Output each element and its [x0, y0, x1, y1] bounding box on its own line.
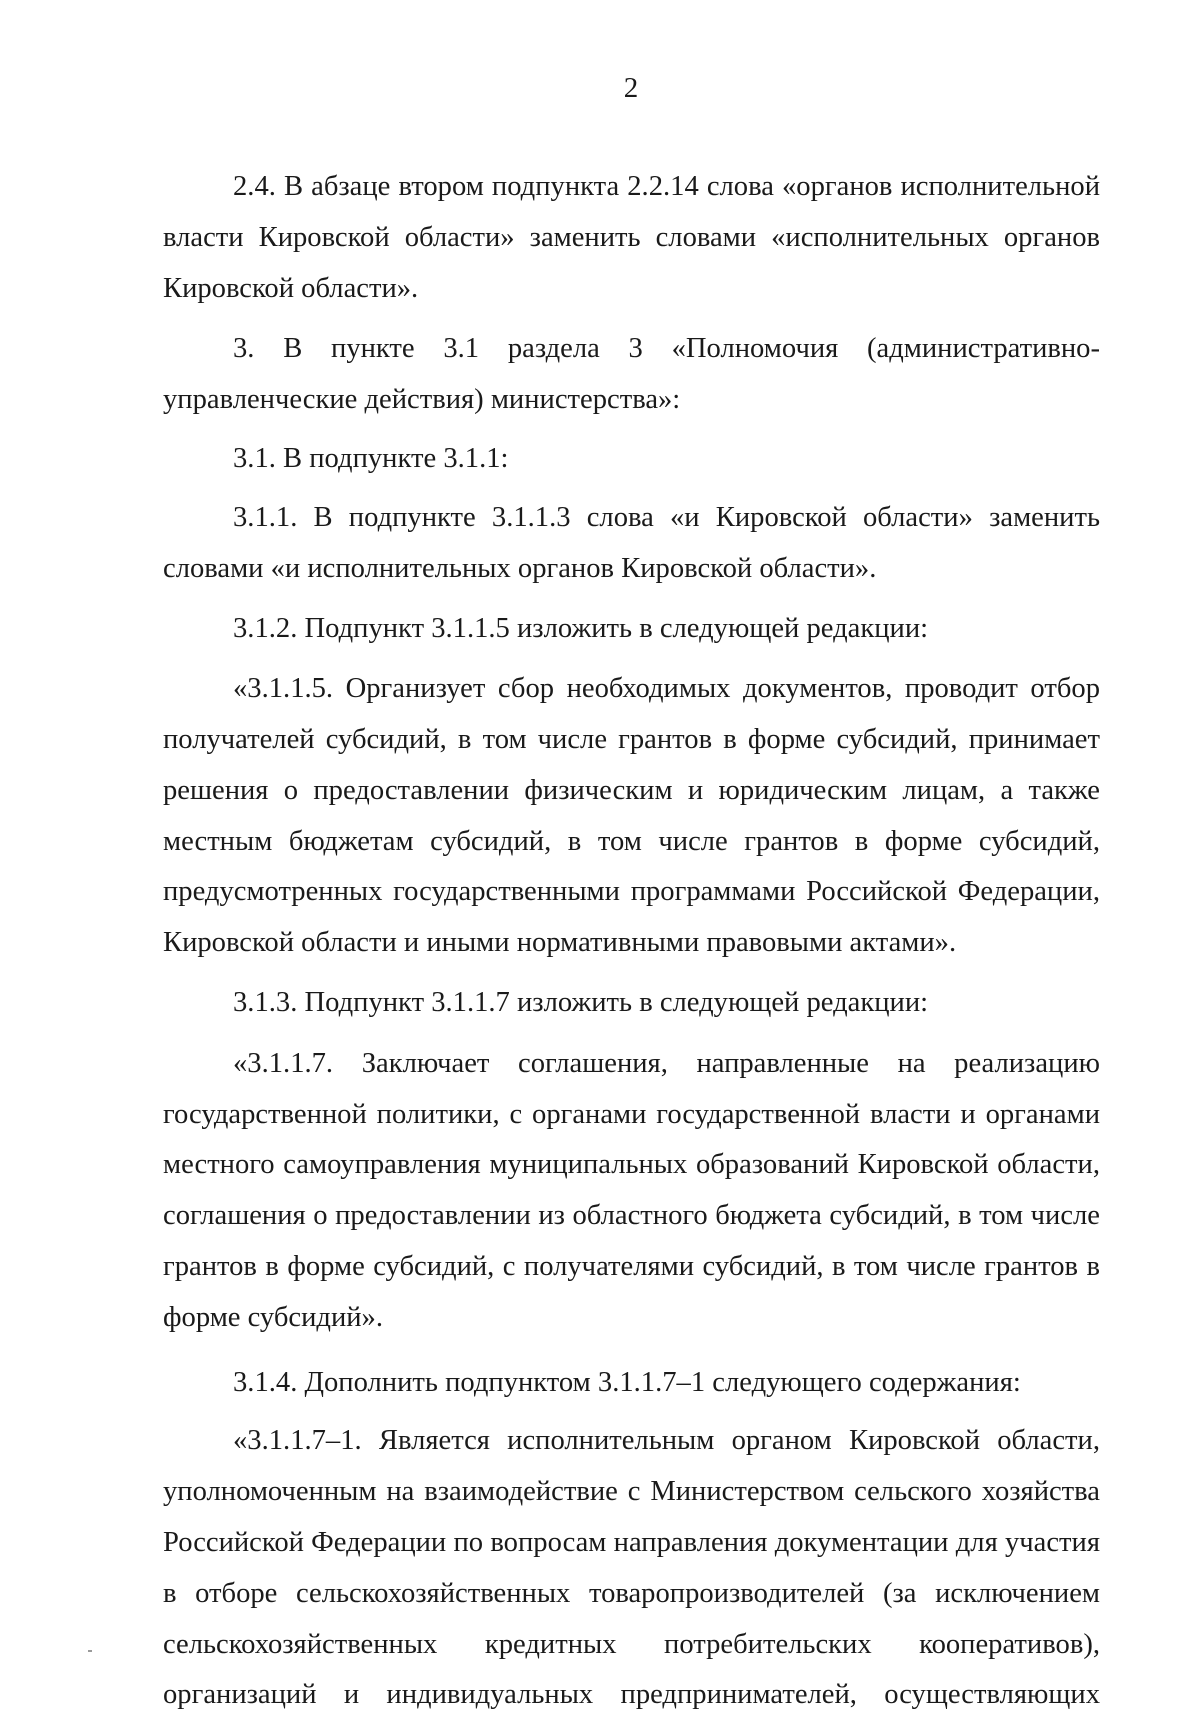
quote-3-1-1-7-1: «3.1.1.7–1. Является исполнительным органом Кировской области, уполномоченным на взаимодействие с Министерством сельского хозяйства Российской Федерации по вопросам направления документации для участия в отборе сельскохозяйственных товаропроизводителей (за исключением сельскохозяйственных кредитных потребительских кооперативов), организаций и индивидуальных предпринимателей, осуществляющих	[163, 1425, 1100, 1711]
quote-3-1-1-5: «3.1.1.5. Организует сбор необходимых документов, проводит отбор получателей субсидий, в том числе грантов в форме субсидий, принимает решения о предоставлении физическим и юридическим лицам, а также местным бюджетам субсидий, в том числе грантов в форме субсидий, предусмотренных государственными программами Российской Федерации, Кировской области и иными нормативными правовыми актами».	[163, 673, 1100, 959]
paragraph-3-1-3: 3.1.3. Подпункт 3.1.1.7 изложить в следующей редакции:	[233, 986, 929, 1018]
paragraph-2-4: 2.4. В абзаце втором подпункта 2.2.14 слова «органов исполнительной власти Кировской области» заменить словами «исполнительных органов Кировской области».	[163, 171, 1100, 304]
paragraph-3-1-2: 3.1.2. Подпункт 3.1.1.5 изложить в следующей редакции:	[233, 613, 929, 645]
paragraph-3-1-4: 3.1.4. Дополнить подпунктом 3.1.1.7–1 следующего содержания:	[233, 1366, 1021, 1398]
scan-artifact	[88, 1650, 92, 1652]
paragraph-3: 3. В пункте 3.1 раздела 3 «Полномочия (административно-управленческие действия) министерства»:	[163, 333, 1100, 416]
paragraph-3-1: 3.1. В подпункте 3.1.1:	[233, 442, 509, 474]
page-number: 2	[623, 72, 639, 104]
quote-3-1-1-7: «3.1.1.7. Заключает соглашения, направленные на реализацию государственной политики, с органами государственной власти и органами местного самоуправления муниципальных образований Кировской области, соглашения о предоставлении из областного бюджета субсидий, в том числе грантов в форме субсидий, с получателями субсидий, в том числе грантов в форме субсидий».	[163, 1047, 1100, 1333]
document-body	[163, 162, 1100, 1721]
paragraph-3-1-1: 3.1.1. В подпункте 3.1.1.3 слова «и Кировской области» заменить словами «и исполнительных органов Кировской области».	[163, 501, 1100, 584]
